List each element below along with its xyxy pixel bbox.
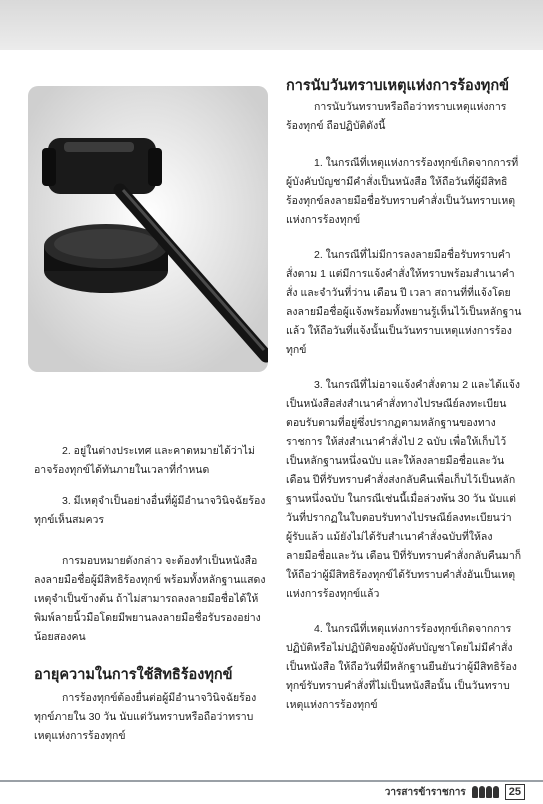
limitation-paragraph: การร้องทุกข์ต้องยื่นต่อผู้มีอำนาจวินิจฉัยร้องทุกข์ภายใน 30 วัน นับแต่วันทราบหรือถือว่าทราบเหตุแห่งการร้องทุกข์: [34, 692, 257, 742]
right-item-4: 4. ในกรณีที่เหตุแห่งการร้องทุกข์เกิดจากการปฏิบัติหรือไม่ปฏิบัติของผู้บังคับบัญชาโดยไม่มีคำสั่งเป็นหนังสือ ให้ถือวันที่มีหลักฐานยืนยันว่าผู้มีสิทธิร้องทุกข์รับทราบคำสั่งที่ไม่เป็นหนังสือนั้น เป็นวันทราบเหตุแห่งการร้องทุกข์: [286, 623, 517, 711]
right-column: [286, 76, 522, 715]
left-item-3: 3. มีเหตุจำเป็นอย่างอื่นที่ผู้มีอำนาจวินิจฉัยร้องทุกข์เห็นสมควร: [34, 495, 266, 526]
people-icon: [472, 786, 499, 798]
heading-counting-days: การนับวันทราบเหตุแห่งการร้องทุกข์: [286, 78, 510, 94]
left-column: [34, 442, 268, 746]
left-item-2: 2. อยู่ในต่างประเทศ และคาดหมายได้ว่าไม่อาจร้องทุกข์ได้ทันภายในเวลาที่กำหนด: [34, 445, 255, 476]
delegation-paragraph: การมอบหมายดังกล่าว จะต้องทำเป็นหนังสือลงลายมือชื่อผู้มีสิทธิร้องทุกข์ พร้อมทั้งหลักฐานแสดงเหตุจำเป็นข้างต้น ถ้าไม่สามารถลงลายมือชื่อได้ให้พิมพ์ลายนิ้วมือโดยมีพยานลงลายมือชื่อรับรองอย่างน้อยสองคน: [34, 555, 266, 643]
gavel-icon: [28, 86, 268, 372]
gavel-photo: [28, 86, 268, 372]
right-item-2: 2. ในกรณีที่ไม่มีการลงลายมือชื่อรับทราบคำสั่งตาม 1 แต่มีการแจ้งคำสั่งให้ทราบพร้อมสำเนาคำสั่ง และจำวันที่ว่าน เดือน ปี เวลา สถานที่ที่แจ้งโดยลงลายมือชื่อผู้แจ้งพร้อมทั้งพยานรู้เห็นไว้เป็นหลักฐานแล้ว ให้ถือวันที่แจ้งนั้นเป็นวันทราบเหตุแห่งการร้องทุกข์: [286, 249, 522, 356]
heading-limitation: อายุความในการใช้สิทธิร้องทุกข์: [34, 667, 233, 683]
top-header-band: [0, 0, 543, 50]
journal-title: วารสารข้าราชการ: [384, 786, 466, 798]
right-item-1: 1. ในกรณีที่เหตุแห่งการร้องทุกข์เกิดจากการที่ผู้บังคับบัญชามีคำสั่งเป็นหนังสือ ให้ถือวันที่ผู้มีสิทธิร้องทุกข์ลงลายมือชื่อรับทราบคำสั่งเป็นวันทราบเหตุแห่งการร้องทุกข์: [286, 157, 519, 226]
page-number: 25: [505, 784, 525, 800]
page-footer: [385, 782, 525, 802]
right-item-3: 3. ในกรณีที่ไม่อาจแจ้งคำสั่งตาม 2 และได้แจ้งเป็นหนังสือส่งสำเนาคำสั่งทางไปรษณีย์ลงทะเบียนตอบรับตามที่อยู่ซึ่งปรากฏตามหลักฐานของทางราชการ ให้ส่งสำเนาคำสั่งไป 2 ฉบับ เพื่อให้เก็บไว้เป็นหลักฐานหนึ่งฉบับ และให้ลงลายมือชื่อและวันเดือน ปีที่รับทราบคำสั่งส่งกลับคืนเพื่อเก็บไว้เป็นหลักฐานหนึ่งฉบับ ในกรณีเช่นนี้เมื่อล่วงพ้น 30 วัน นับแต่วันที่ปรากฏในใบตอบรับทางไปรษณีย์ลงทะเบียนว่าผู้รับแล้ว แม้ยังไม่ได้รับสำเนาคำสั่งฉบับที่ให้ลงลายมือชื่อและวัน เดือน ปีที่รับทราบคำสั่งกลับคืนมาก็ให้ถือว่าผู้มีสิทธิร้องทุกข์ได้รับทราบคำสั่งอันเป็นเหตุแห่งการร้องทุกข์แล้ว: [286, 379, 522, 600]
intro-paragraph: การนับวันทราบหรือถือว่าทราบเหตุแห่งการร้องทุกข์ ถือปฏิบัติดังนี้: [286, 101, 507, 132]
